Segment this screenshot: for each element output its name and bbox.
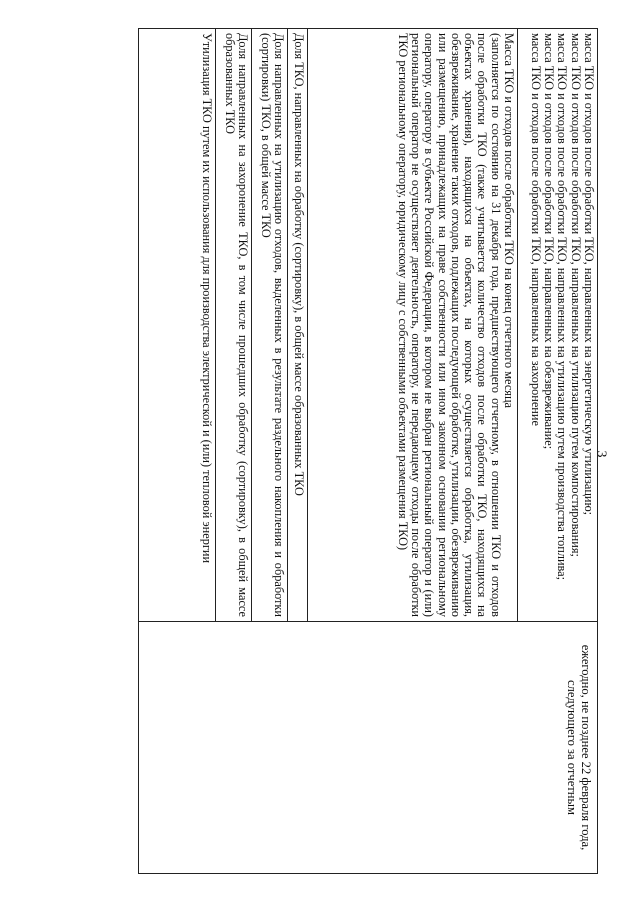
indicator-cell [139, 29, 216, 622]
indicator-cell [252, 29, 288, 622]
indicator-line: Доля направленных на захоронение ТКО, в том числе прошедших обработку (сортировку), в общей массе образованных ТКО [222, 33, 250, 617]
indicator-line: Масса ТКО и отходов после обработки ТКО на конец отчетного месяца [502, 33, 516, 408]
indicator-cell [308, 29, 518, 622]
indicator-cell [288, 29, 308, 622]
indicator-line: Утилизация ТКО путем их использования для производства электрической и (или) тепловой энергии [200, 33, 214, 564]
indicator-line: масса ТКО и отходов после обработки ТКО, направленных на обезвреживание; [542, 33, 557, 450]
indicators-table [138, 28, 598, 874]
table-row [518, 29, 598, 874]
indicator-line: масса ТКО и отходов после обработки ТКО, направленных на утилизацию путем компостирования; [568, 33, 583, 557]
indicator-line: (заполняется по состоянию на 31 декабря года, предшествующего отчетному, в отношении ТКО и отходов после обработки ТКО (также учитывается количество отходов после обработки ТКО, находящихся на объектах хранения), находящихся на объектах, на которых осуществляется обработка, утилизация, обезвреживание, хранение таких отходов, подлежащих последующей обработке, утилизации, обезвреживанию или размещению, принадлежащих на праве собственности или ином законном основании региональному оператору, оператору в субъекте Российской Федерации, в котором не выбран региональный оператор и (или) региональный оператор не осуществляет деятельность, оператору, не передающему отходы после обработки ТКО региональному оператору, юридическому лицу с собственными объектами размещения ТКО) [395, 33, 503, 617]
indicator-line: Доля направленных на утилизацию отходов, выделенных в результате раздельного накопления и обработки (сортировки) ТКО, в общей массе ТКО [258, 33, 286, 617]
indicator-cell [216, 29, 252, 622]
indicator-line: масса ТКО и отходов после обработки ТКО, направленных на захоронение [528, 33, 543, 426]
indicator-line: масса ТКО и отходов после обработки ТКО, направленных на утилизацию путем производства топлива; [555, 33, 570, 581]
rotated-table-container [138, 28, 598, 873]
page-number: 3 [593, 450, 609, 458]
deadline-cell [139, 622, 598, 874]
deadline-text: ежегодно, не позднее 22 февраля года, следующего за отчетным [565, 644, 593, 851]
indicator-cell [518, 29, 598, 622]
indicator-line: масса ТКО и отходов после обработки ТКО, направленных на энергетическую утилизацию; [582, 33, 596, 516]
indicator-line: Доля ТКО, направленных на обработку (сортировку), в общей массе образованных ТКО [292, 33, 306, 496]
